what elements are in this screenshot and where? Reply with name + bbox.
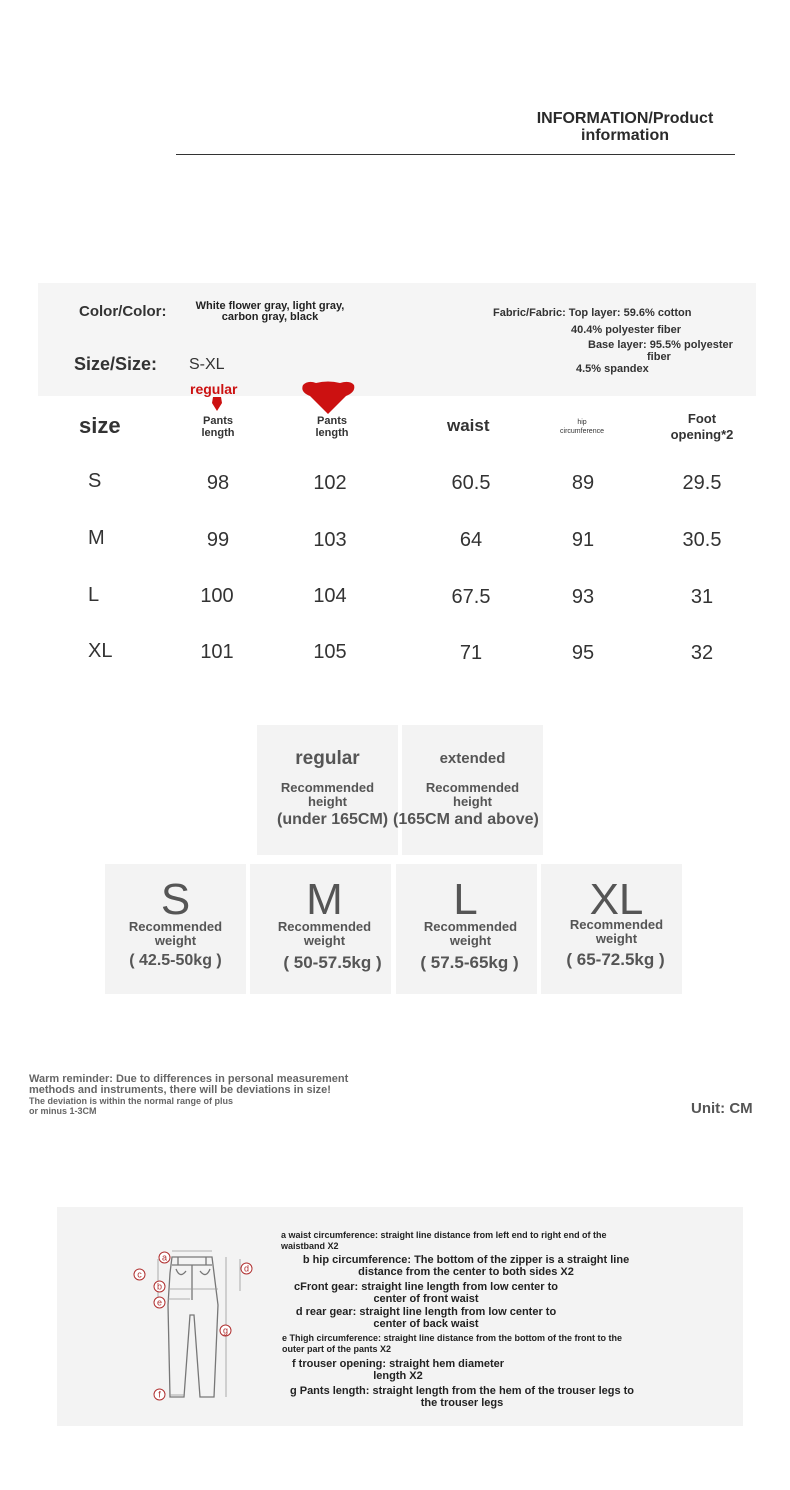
height-range-extended: (165CM and above) (393, 811, 539, 828)
table-row (0, 470, 790, 496)
table-row (0, 640, 790, 666)
weight-box-subtitle (105, 920, 246, 948)
marker-a-icon (158, 1251, 171, 1269)
reminder-line: Warm reminder: Due to differences in personal measurement (29, 1073, 349, 1085)
subtitle-line: weight (449, 933, 492, 948)
desc-b (296, 1254, 636, 1278)
row-foot: 30.5 (682, 529, 722, 551)
row-waist: 67.5 (451, 586, 491, 608)
table-row (0, 527, 790, 553)
weight-box-size: S (160, 875, 191, 924)
row-size: L (88, 584, 100, 606)
color-value (185, 301, 355, 323)
row-regular-length: 99 (206, 529, 230, 551)
desc-line: d rear gear: straight line length from low center to (295, 1306, 557, 1318)
header-text: hip (577, 419, 587, 426)
subtitle-line: height (308, 794, 347, 809)
fabric-line-1: Fabric/Fabric: Top layer: 59.6% cotton (493, 307, 692, 319)
size-label: Size/Size: (74, 354, 158, 374)
header-text: length (315, 427, 349, 439)
color-value-line-2: carbon gray, black (221, 311, 319, 323)
subtitle-line: Recommended (277, 919, 372, 934)
header-text: opening*2 (670, 427, 734, 442)
row-foot: 29.5 (682, 472, 722, 494)
subtitle-line: Recommended (128, 919, 223, 934)
row-foot: 31 (690, 586, 714, 608)
desc-line: b hip circumference: The bottom of the zipper is a straight line (302, 1254, 630, 1266)
desc-line: waistband X2 (281, 1241, 339, 1251)
row-hip: 95 (571, 642, 595, 664)
subtitle-line: weight (595, 931, 638, 946)
weight-box-range: ( 57.5-65kg ) (420, 953, 519, 972)
desc-line: outer part of the pants X2 (282, 1344, 392, 1354)
header-text: Pants (203, 415, 233, 427)
weight-box-m (250, 864, 391, 994)
row-extended-length: 104 (313, 585, 347, 607)
weight-box-xl (541, 864, 682, 994)
page-title (500, 110, 750, 144)
row-extended-length: 105 (313, 641, 347, 663)
marker-a-label: a (161, 1252, 168, 1263)
row-regular-length: 100 (200, 585, 234, 607)
fabric-line-4: fiber (647, 351, 671, 363)
subtitle-line: weight (303, 933, 346, 948)
height-box-title: regular (295, 748, 360, 769)
marker-b-label: b (156, 1281, 163, 1292)
row-hip: 93 (571, 586, 595, 608)
weight-box-range: ( 42.5-50kg ) (129, 952, 222, 969)
unit-label: Unit: CM (691, 1100, 753, 1117)
reminder-line: The deviation is within the normal range of plus (29, 1096, 234, 1106)
title-line-2: information (581, 127, 669, 144)
desc-line: center of front waist (373, 1293, 479, 1305)
desc-line: f trouser opening: straight hem diameter (291, 1358, 505, 1370)
marker-f-label: f (158, 1389, 161, 1400)
row-foot: 32 (690, 642, 714, 664)
reminder-line: methods and instruments, there will be deviations in size! (29, 1084, 331, 1096)
row-hip: 89 (571, 472, 595, 494)
row-regular-length: 101 (200, 641, 234, 663)
weight-box-s (105, 864, 246, 994)
height-range-regular: (under 165CM) (277, 811, 389, 828)
regular-tag: regular (190, 381, 238, 397)
weight-box-range: ( 50-57.5kg ) (283, 953, 382, 972)
header-text: circumference (560, 428, 604, 435)
row-extended-length: 102 (313, 472, 347, 494)
desc-line: the trouser legs (420, 1397, 504, 1409)
desc-f (288, 1358, 508, 1382)
desc-line: distance from the center to both sides X2 (358, 1266, 574, 1278)
subtitle-line: Recommended (280, 780, 375, 795)
header-text: Foot (687, 411, 717, 426)
marker-d-label: d (243, 1263, 250, 1274)
header-size: size (79, 413, 121, 438)
header-text: length (201, 427, 235, 439)
marker-e-label: e (156, 1297, 163, 1308)
row-waist: 60.5 (451, 472, 491, 494)
row-extended-length: 103 (313, 529, 347, 551)
header-regular-pants-length (188, 415, 248, 439)
red-arrow-small-icon (211, 397, 223, 416)
weight-box-subtitle (541, 918, 692, 946)
height-box-title: extended (439, 750, 506, 767)
table-row (0, 584, 790, 610)
height-box-subtitle (402, 781, 543, 809)
weight-box-size: L (453, 875, 478, 924)
marker-c-label: c (137, 1269, 142, 1280)
height-box-extended (402, 725, 543, 855)
weight-box-size: M (306, 875, 343, 924)
title-divider (176, 154, 735, 155)
header-foot-opening (662, 411, 742, 443)
row-regular-length: 98 (206, 472, 230, 494)
desc-a (281, 1230, 626, 1252)
desc-e (282, 1333, 632, 1355)
row-hip: 91 (571, 529, 595, 551)
fabric-line-5: 4.5% spandex (576, 363, 649, 375)
fabric-line-3: Base layer: 95.5% polyester (588, 339, 733, 351)
marker-e-icon (153, 1296, 166, 1314)
weight-box-range: ( 65-72.5kg ) (566, 950, 665, 969)
subtitle-line: height (453, 794, 492, 809)
marker-g-label: g (222, 1325, 229, 1336)
desc-line: cFront gear: straight line length from low center to (293, 1281, 559, 1293)
color-label: Color/Color: (79, 303, 167, 320)
weight-box-subtitle (250, 920, 399, 948)
desc-line: a waist circumference: straight line distance from left end to right end of the (281, 1230, 607, 1240)
weight-box-subtitle (396, 920, 545, 948)
marker-f-icon (153, 1388, 166, 1406)
row-size: XL (88, 640, 113, 662)
header-hip (552, 418, 612, 436)
header-waist: waist (447, 416, 490, 435)
marker-d-icon (240, 1262, 253, 1280)
desc-line: center of back waist (373, 1318, 479, 1330)
marker-c-icon (133, 1268, 146, 1286)
height-box-regular (257, 725, 398, 855)
size-value: S-XL (189, 356, 225, 373)
desc-line: e Thigh circumference: straight line distance from the bottom of the front to the (282, 1333, 623, 1343)
row-size: M (88, 527, 105, 549)
row-waist: 71 (459, 642, 483, 664)
reminder-line: or minus 1-3CM (29, 1106, 97, 1116)
desc-g (286, 1385, 638, 1409)
desc-d (292, 1306, 560, 1330)
height-box-subtitle (257, 781, 398, 809)
weight-box-l (396, 864, 537, 994)
title-line-1: INFORMATION/Product (536, 110, 714, 127)
subtitle-line: weight (154, 933, 197, 948)
header-text: Pants (317, 415, 347, 427)
subtitle-line: Recommended (425, 780, 520, 795)
subtitle-line: Recommended (423, 919, 518, 934)
desc-line: g Pants length: straight length from the hem of the trouser legs to (289, 1385, 635, 1397)
row-size: S (88, 470, 102, 492)
marker-g-icon (219, 1324, 232, 1342)
desc-line: length X2 (373, 1370, 423, 1382)
desc-c (290, 1281, 562, 1305)
header-extended-pants-length (302, 415, 362, 439)
warm-reminder (29, 1074, 389, 1116)
row-waist: 64 (459, 529, 483, 551)
weight-box-size: XL (589, 875, 644, 924)
fabric-line-2: 40.4% polyester fiber (571, 324, 682, 336)
color-value-line-1: White flower gray, light gray, (195, 300, 345, 312)
subtitle-line: Recommended (569, 917, 664, 932)
